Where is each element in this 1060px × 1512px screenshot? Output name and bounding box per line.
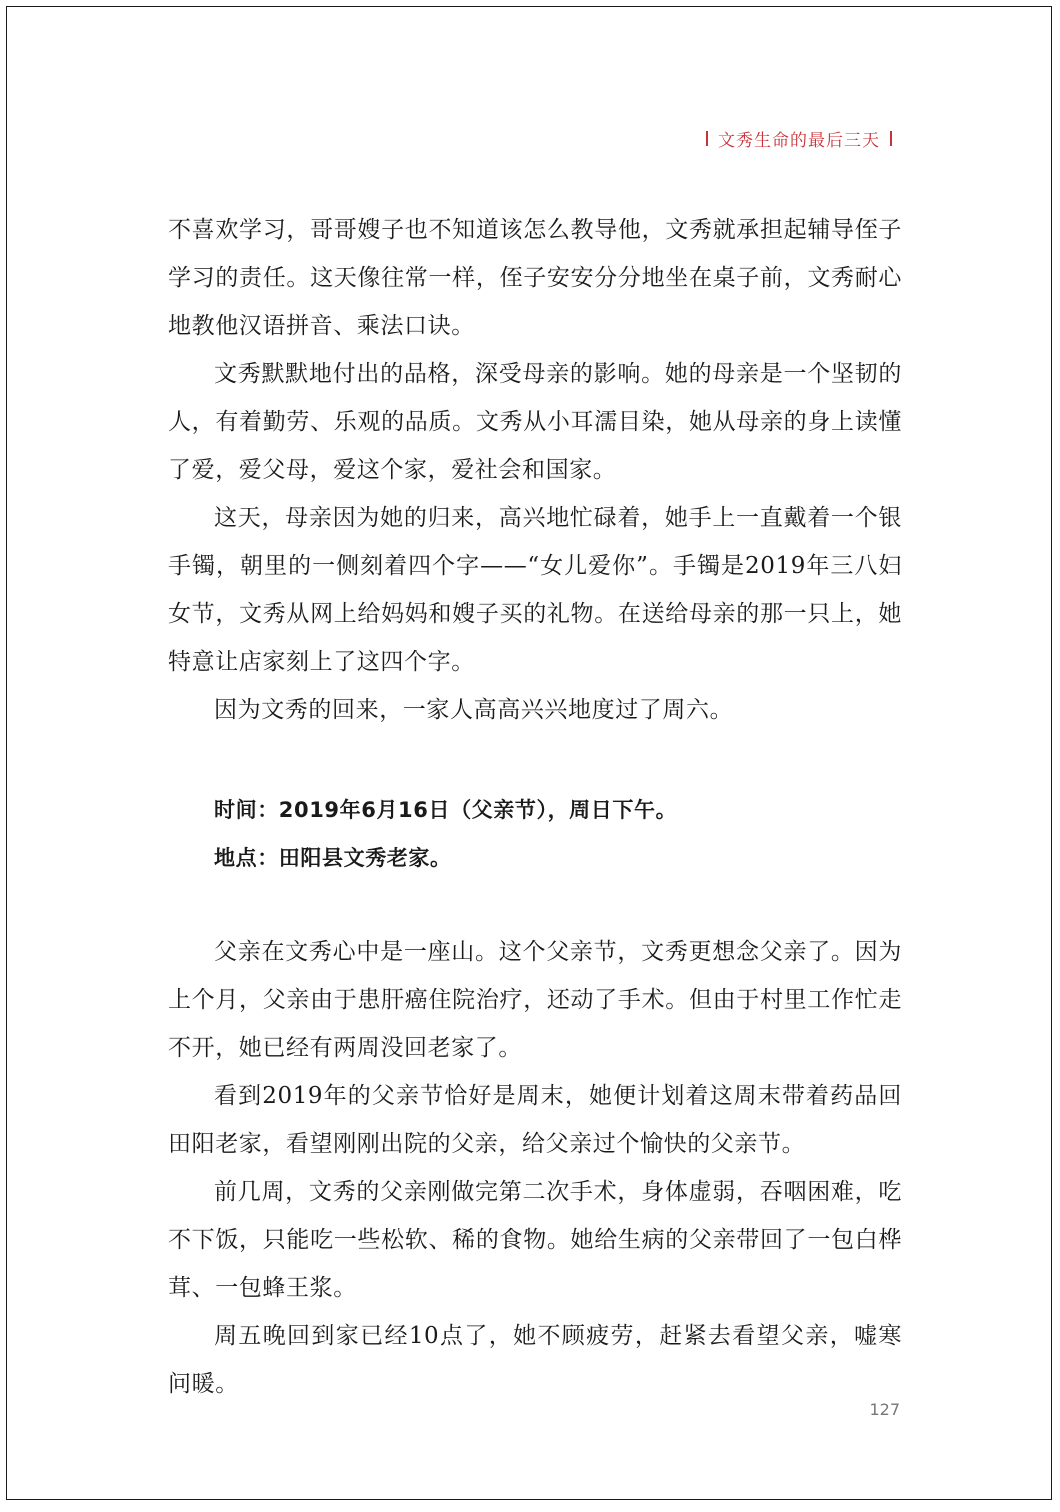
paragraph-6: 看到2019年的父亲节恰好是周末，她便计划着这周末带着药品回田阳老家，看望刚刚出院的父亲，给父亲过个愉快的父亲节。 — [168, 1083, 902, 1157]
paragraph-3: 这天，母亲因为她的归来，高兴地忙碌着，她手上一直戴着一个银手镯，朝里的一侧刻着四个字——“女儿爱你”。手镯是2019年三八妇女节，文秀从网上给妈妈和嫂子买的礼物。在送给母亲的那一只上，她特意让店家刻上了这四个字。 — [168, 505, 902, 675]
running-header — [706, 126, 892, 151]
body-section-1 — [168, 206, 902, 734]
running-header-title: 文秀生命的最后三天 — [718, 131, 880, 151]
header-left-bar — [706, 131, 708, 146]
body-section-2 — [168, 928, 902, 1408]
paragraph-7: 前几周，文秀的父亲刚做完第二次手术，身体虚弱，吞咽困难，吃不下饭，只能吃一些松软、稀的食物。她给生病的父亲带回了一包白桦茸、一包蜂王浆。 — [168, 1179, 902, 1301]
paragraph-2: 文秀默默地付出的品格，深受母亲的影响。她的母亲是一个坚韧的人，有着勤劳、乐观的品质。文秀从小耳濡目染，她从母亲的身上读懂了爱，爱父母，爱这个家，爱社会和国家。 — [168, 361, 902, 483]
page-number: 127 — [869, 1400, 900, 1419]
paragraph-1: 不喜欢学习，哥哥嫂子也不知道该怎么教导他，文秀就承担起辅导侄子学习的责任。这天像往常一样，侄子安安分分地坐在桌子前，文秀耐心地教他汉语拼音、乘法口诀。 — [168, 217, 902, 339]
header-right-bar — [890, 131, 892, 146]
paragraph-4: 因为文秀的回来，一家人高高兴兴地度过了周六。 — [214, 697, 734, 723]
scene-time: 时间：2019年6月16日（父亲节），周日下午。 — [214, 798, 678, 822]
scene-meta — [168, 786, 902, 882]
paragraph-8: 周五晚回到家已经10点了，她不顾疲劳，赶紧去看望父亲，嘘寒问暖。 — [168, 1323, 902, 1397]
scene-place: 地点：田阳县文秀老家。 — [214, 846, 452, 870]
paragraph-5: 父亲在文秀心中是一座山。这个父亲节，文秀更想念父亲了。因为上个月，父亲由于患肝癌住院治疗，还动了手术。但由于村里工作忙走不开，她已经有两周没回老家了。 — [168, 939, 902, 1061]
